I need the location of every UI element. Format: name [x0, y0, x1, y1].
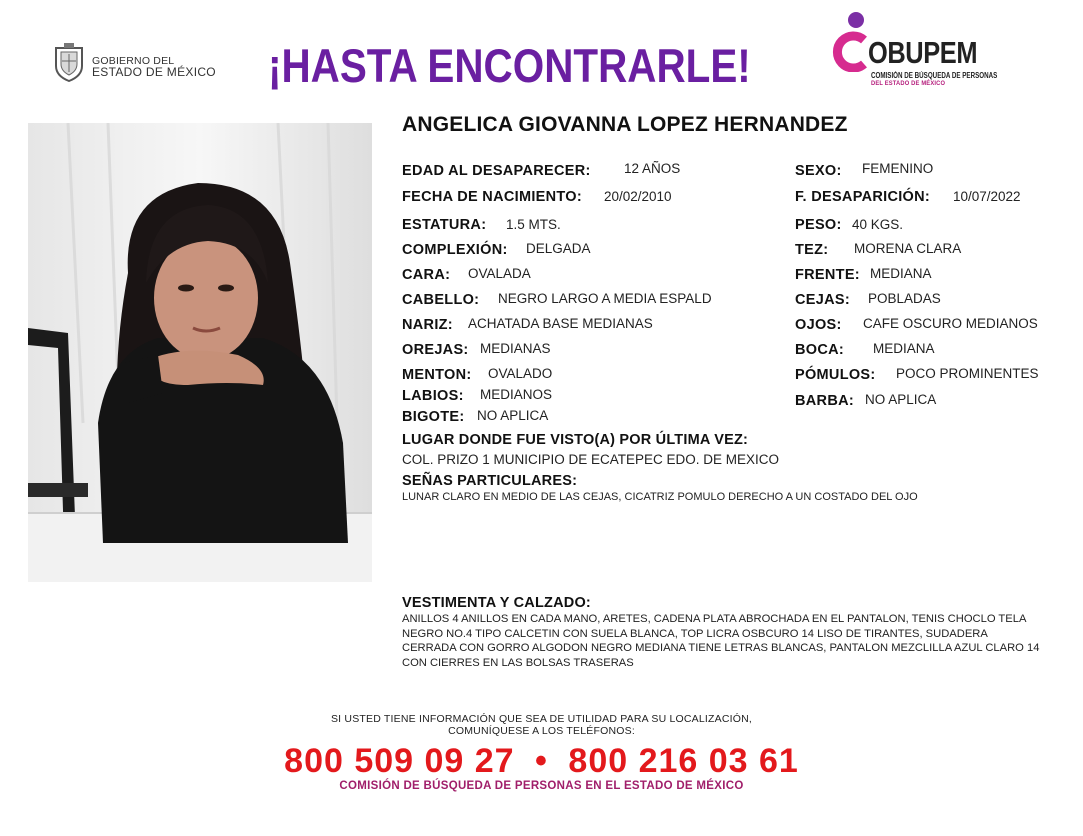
field-label: PESO:: [795, 217, 842, 233]
field-value: NEGRO LARGO A MEDIA ESPALD: [498, 291, 712, 306]
field-label: LABIOS:: [402, 388, 464, 404]
field-label: EDAD AL DESAPARECER:: [402, 163, 591, 179]
field-value: OVALADO: [488, 366, 553, 381]
field-value: POBLADAS: [868, 291, 941, 306]
field-label: ESTATURA:: [402, 217, 487, 233]
clothing-title: VESTIMENTA Y CALZADO:: [402, 595, 591, 611]
missing-person-photo: [28, 123, 372, 582]
field-value: MEDIANAS: [480, 341, 551, 356]
footer-info: [0, 713, 1083, 737]
field-label: PÓMULOS:: [795, 367, 876, 383]
field-value: MORENA CLARA: [854, 241, 962, 256]
last-seen-location: COL. PRIZO 1 MUNICIPIO DE ECATEPEC EDO. DE MEXICO: [402, 452, 780, 467]
field-value: MEDIANA: [873, 341, 935, 356]
field-label: BOCA:: [795, 342, 845, 358]
phone-numbers: [0, 742, 1083, 781]
gov-logo-text: [92, 56, 216, 78]
field-value: DELGADA: [526, 241, 591, 256]
last-seen-title: LUGAR DONDE FUE VISTO(A) POR ÚLTIMA VEZ:: [402, 432, 749, 448]
field-label: MENTON:: [402, 367, 472, 383]
field-label: BARBA:: [795, 393, 854, 409]
state-coat-of-arms-icon: [52, 42, 86, 82]
field-value: 10/07/2022: [953, 189, 1021, 204]
field-label: CABELLO:: [402, 292, 480, 308]
clothing-text: ANILLOS 4 ANILLOS EN CADA MANO, ARETES, CADENA PLATA ABROCHADA EN EL PANTALON, TENIS CHOCLO TELA NEGRO NO.4 TIPO CALCETIN CON SUELA BLANCA, TOP LICRA OSBCURO 14 LISO DE TIRANTES, SUDADERA CERRADA CON GORRO ALGODON NEGRO MEDIANA TIENE LETRAS BLANCAS, PANTALON MEZCLILLA AZUL CLARO 14 CON CIERRES EN LAS BOLSAS TRASERAS: [402, 613, 1040, 669]
person-name: ANGELICA GIOVANNA LOPEZ HERNANDEZ: [402, 113, 848, 136]
phone-number-1[interactable]: 800 509 09 27: [284, 742, 515, 780]
gov-logo-line2: ESTADO DE MÉXICO: [92, 65, 216, 79]
field-value: 12 AÑOS: [624, 161, 681, 176]
field-value: 20/02/2010: [604, 189, 672, 204]
field-label: COMPLEXIÓN:: [402, 242, 508, 258]
field-label: NARIZ:: [402, 317, 453, 333]
phone-separator: •: [535, 742, 548, 780]
field-label: F. DESAPARICIÓN:: [795, 189, 931, 205]
field-value: OVALADA: [468, 266, 531, 281]
field-value: 40 KGS.: [852, 217, 904, 232]
field-value: ACHATADA BASE MEDIANAS: [468, 316, 653, 331]
field-label: OJOS:: [795, 317, 842, 333]
footer-info-line1: SI USTED TIENE INFORMACIÓN QUE SEA DE UTILIDAD PARA SU LOCALIZACIÓN,: [330, 713, 753, 725]
footer-info-line2: COMUNÍQUESE A LOS TELÉFONOS:: [448, 725, 635, 737]
gobierno-estado-de-mexico-logo: [52, 42, 222, 86]
field-label: FRENTE:: [795, 267, 860, 283]
field-label: OREJAS:: [402, 342, 469, 358]
field-value: CAFE OSCURO MEDIANOS: [863, 316, 1038, 331]
field-value: FEMENINO: [862, 161, 934, 176]
cobupem-subtitle: COMISIÓN DE BÚSQUEDA DE PERSONAS: [871, 71, 998, 80]
field-value: POCO PROMINENTES: [896, 366, 1039, 381]
phone-number-2[interactable]: 800 216 03 61: [568, 742, 799, 780]
field-label: CARA:: [402, 267, 451, 283]
field-label: BIGOTE:: [402, 409, 465, 425]
cobupem-subtitle-state: DEL ESTADO DE MÉXICO: [871, 80, 946, 87]
field-label: FECHA DE NACIMIENTO:: [402, 189, 582, 205]
field-label: TEZ:: [795, 242, 829, 258]
field-value: NO APLICA: [477, 408, 549, 423]
field-value: NO APLICA: [865, 392, 937, 407]
field-label: CEJAS:: [795, 292, 850, 308]
gov-logo-line1: GOBIERNO DEL: [92, 55, 175, 67]
field-label: SEXO:: [795, 163, 842, 179]
field-value: MEDIANOS: [480, 387, 553, 402]
field-value: 1.5 MTS.: [506, 217, 561, 232]
field-value: MEDIANA: [870, 266, 932, 281]
marks-title: SEÑAS PARTICULARES:: [402, 473, 578, 489]
cobupem-wordmark: OBUPEM: [868, 35, 978, 70]
cobupem-logo: [826, 10, 1026, 90]
headline: ¡HASTA ENCONTRARLE!: [268, 39, 751, 92]
marks-text: LUNAR CLARO EN MEDIO DE LAS CEJAS, CICATRIZ POMULO DERECHO A UN COSTADO DEL OJO: [402, 491, 918, 503]
footer-commission: COMISIÓN DE BÚSQUEDA DE PERSONAS EN EL ESTADO DE MÉXICO: [339, 780, 744, 792]
